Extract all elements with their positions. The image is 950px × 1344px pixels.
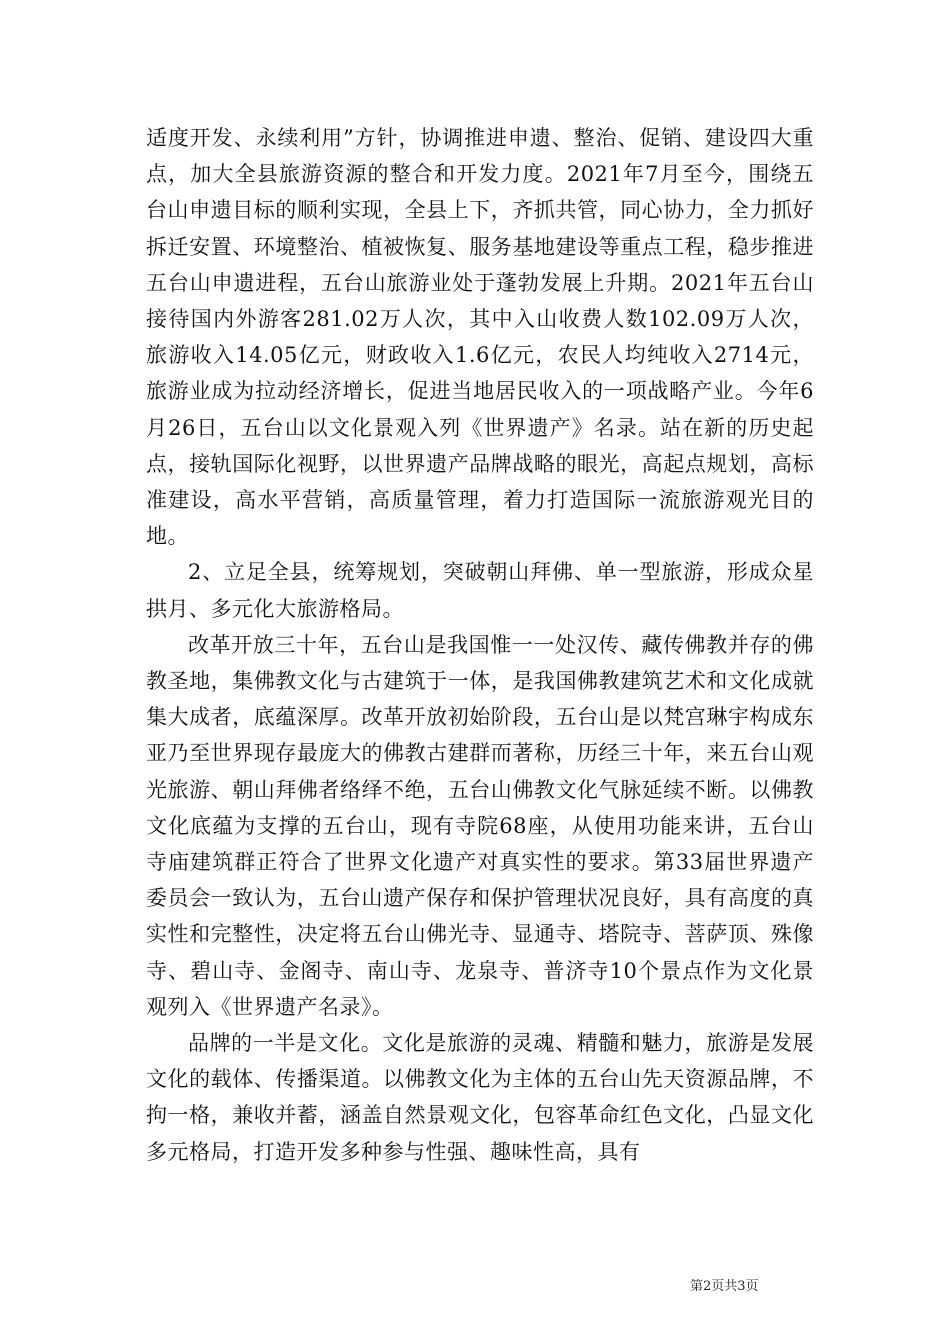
paragraph-4: 品牌的一半是文化。文化是旅游的灵魂、精髓和魅力，旅游是发展文化的载体、传播渠道。以佛教文化为主体的五台山先天资源品牌，不拘一格，兼收并蓄，涵盖自然景观文化，包容革命红色文化，凸显文化多元格局，打造开发多种参与性强、趣味性高，具有 (146, 1031, 814, 1164)
paragraph-1: 适度开发、永续利用”方针，协调推进申遗、整治、促销、建设四大重点，加大全县旅游资源的整合和开发力度。2021年7月至今，围绕五台山申遗目标的顺利实现，全县上下，齐抓共管，同心协力，全力抓好拆迁安置、环境整治、植被恢复、服务基地建设等重点工程，稳步推进五台山申遗进程，五台山旅游业处于蓬勃发展上升期。2021年五台山接待国内外游客281.02万人次，其中入山收费人数102.09万人次，旅游收入14.05亿元，财政收入1.6亿元，农民人均纯收入2714元，旅游业成为拉动经济增长，促进当地居民收入的一项战略产业。今年6月26日，五台山以文化景观入列《世界遗产》名录。站在新的历史起点，接轨国际化视野，以世界遗产品牌战略的眼光，高起点规划，高标准建设，高水平营销，高质量管理，着力打造国际一流旅游观光目的地。 (146, 126, 814, 549)
page-number-footer: 第2页共3页 (690, 1279, 759, 1294)
paragraph-3: 改革开放三十年，五台山是我国惟一一处汉传、藏传佛教并存的佛教圣地，集佛教文化与古建筑于一体，是我国佛教建筑艺术和文化成就集大成者，底蕴深厚。改革开放初始阶段，五台山是以梵宫琳宇构成东亚乃至世界现存最庞大的佛教古建群而著称，历经三十年，来五台山观光旅游、朝山拜佛者络绎不绝，五台山佛教文化气脉延续不断。以佛教文化底蕴为支撑的五台山，现有寺院68座，从使用功能来讲，五台山寺庙建筑群正符合了世界文化遗产对真实性的要求。第33届世界遗产委员会一致认为，五台山遗产保存和保护管理状况良好，具有高度的真实性和完整性，决定将五台山佛光寺、显通寺、塔院寺、菩萨顶、殊像寺、碧山寺、金阁寺、南山寺、龙泉寺、普济寺10个景点作为文化景观列入《世界遗产名录》。 (146, 632, 814, 1019)
paragraph-2-heading: 2、立足全县，统筹规划，突破朝山拜佛、单一型旅游，形成众星拱月、多元化大旅游格局。 (146, 560, 814, 621)
document-body (146, 120, 814, 1170)
